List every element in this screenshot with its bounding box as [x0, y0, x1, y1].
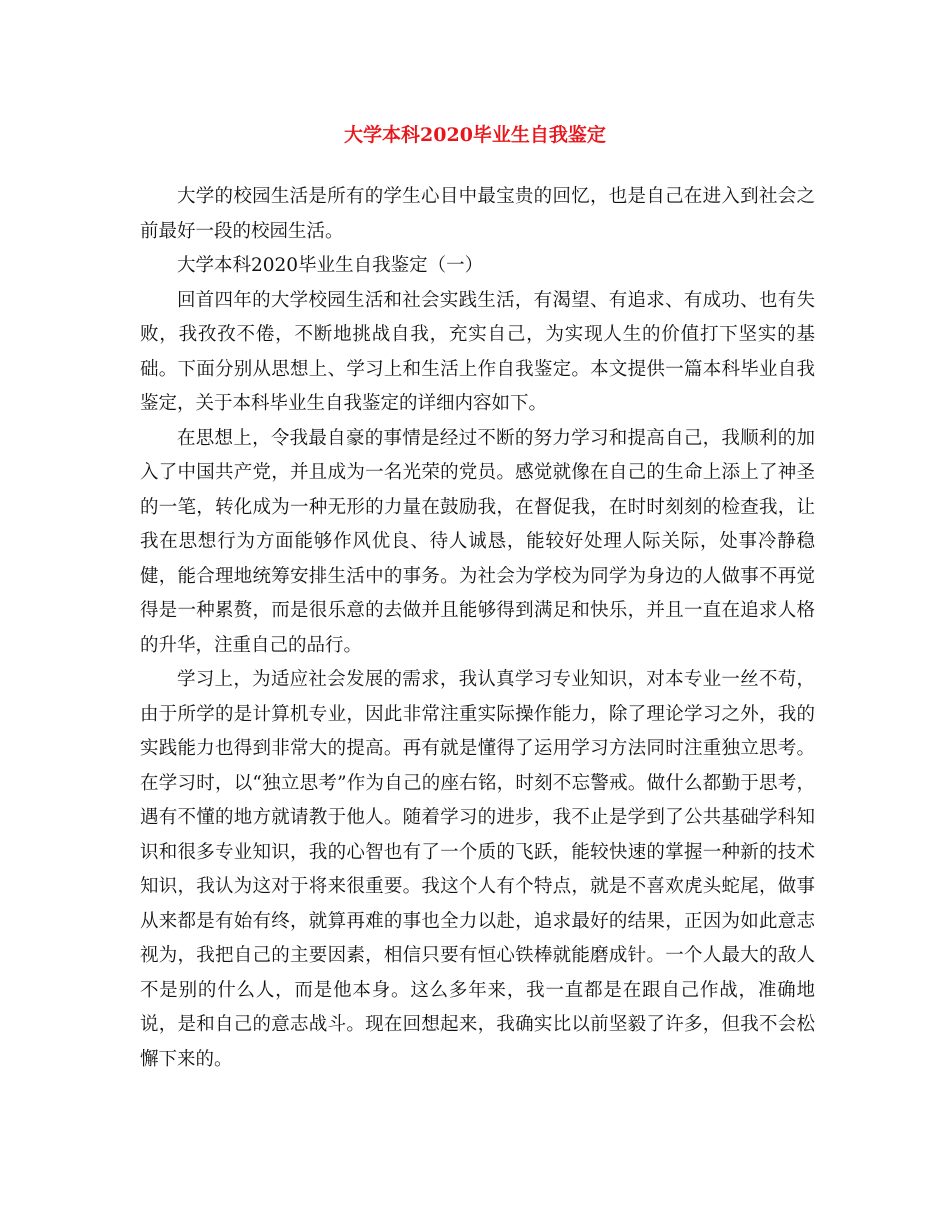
document-body — [140, 180, 815, 1077]
paragraph-intro: 大学的校园生活是所有的学生心目中最宝贵的回忆，也是自己在进入到社会之前最好一段的校园生活。 — [140, 186, 815, 242]
paragraph-study: 学习上，为适应社会发展的需求，我认真学习专业知识，对本专业一丝不苟，由于所学的是计算机专业，因此非常注重实际操作能力，除了理论学习之外，我的实践能力也得到非常大的提高。再有就是懂得了运用学习方法同时注重独立思考。在学习时，以“独立思考”作为自己的座右铭，时刻不忘警戒。做什么都勤于思考，遇有不懂的地方就请教于他人。随着学习的进步，我不止是学到了公共基础学科知识和很多专业知识，我的心智也有了一个质的飞跃，能较快速的掌握一种新的技术知识，我认为这对于将来很重要。我这个人有个特点，就是不喜欢虎头蛇尾，做事从来都是有始有终，就算再难的事也全力以赴，追求最好的结果，正因为如此意志视为，我把自己的主要因素，相信只要有恒心铁棒就能磨成针。一个人最大的敌人不是别的什么人，而是他本身。这么多年来，我一直都是在跟自己作战，准确地说，是和自己的意志战斗。现在回想起来，我确实比以前坚毅了许多，但我不会松懈下来的。 — [140, 669, 815, 1070]
page-title: 大学本科2020毕业生自我鉴定 — [344, 124, 606, 146]
paragraph-review: 回首四年的大学校园生活和社会实践生活，有渴望、有追求、有成功、也有失败，我孜孜不倦，不断地挑战自我，充实自己，为实现人生的价值打下坚实的基础。下面分别从思想上、学习上和生活上作自我鉴定。本文提供一篇本科毕业自我鉴定，关于本科毕业生自我鉴定的详细内容如下。 — [140, 289, 815, 414]
paragraph-ideology: 在思想上，令我最自豪的事情是经过不断的努力学习和提高自己，我顺利的加入了中国共产党，并且成为一名光荣的党员。感觉就像在自己的生命上添上了神圣的一笔，转化成为一种无形的力量在鼓励我，在督促我，在时时刻刻的检查我，让我在思想行为方面能够作风优良、待人诚恳，能较好处理人际关际，处事冷静稳健，能合理地统筹安排生活中的事务。为社会为学校为同学为身边的人做事不再觉得是一种累赘，而是很乐意的去做并且能够得到满足和快乐，并且一直在追求人格的升华，注重自己的品行。 — [140, 427, 815, 656]
section-heading: 大学本科2020毕业生自我鉴定（一） — [177, 255, 484, 276]
